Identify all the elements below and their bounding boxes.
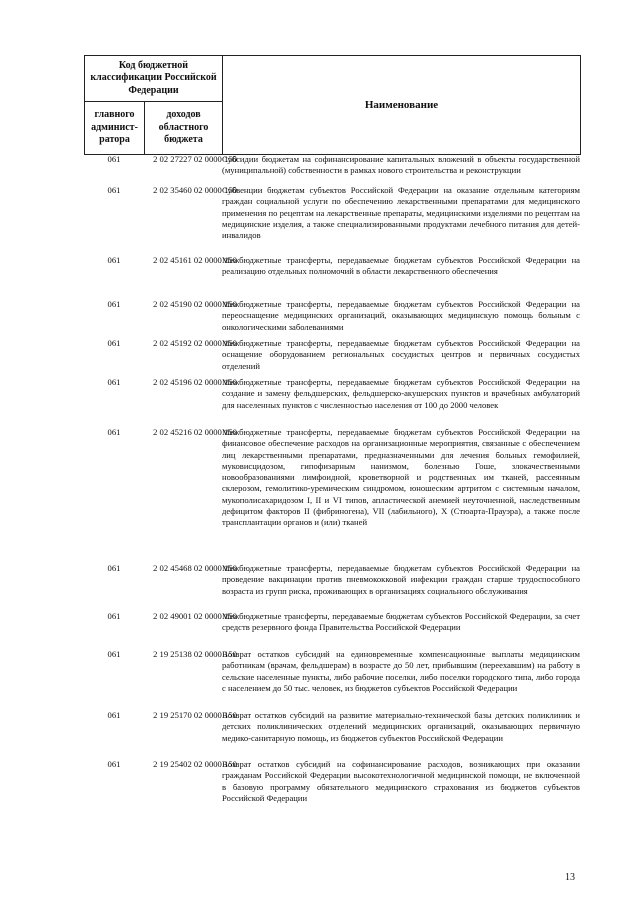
- admin-code-cell: 061: [107, 759, 121, 769]
- table-row: [84, 649, 580, 710]
- table-row: [84, 299, 580, 338]
- admin-code-cell: 061: [107, 649, 121, 659]
- name-cell: Субсидии бюджетам на софинансирование капитальных вложений в объекты государственной (муниципальной) собственности в рамках нового строительства и реконструкции: [222, 154, 580, 176]
- income-column-header: доходов областного бюджета: [145, 102, 223, 155]
- admin-code-cell: 061: [107, 185, 121, 195]
- admin-code-cell: 061: [107, 377, 121, 387]
- income-code-cell: 2 19 25402 02 0000 150: [153, 759, 237, 769]
- income-code-cell: 2 02 35460 02 0000 150: [153, 185, 237, 195]
- admin-code-cell: 061: [107, 154, 121, 164]
- income-code-cell: 2 02 45161 02 0000 150: [153, 255, 237, 265]
- name-cell: Межбюджетные трансферты, передаваемые бюджетам субъектов Российской Федерации на реализацию отдельных полномочий в области лекарственного обеспечения: [222, 255, 580, 277]
- name-cell: Субвенции бюджетам субъектов Российской Федерации на оказание отдельным категориям граждан социальной услуги по обеспечению лекарственными препаратами для медицинского применения по рецептам на лекарственные препараты, медицинскими изделиями по рецептам на медицинские изделия, а также специализированными продуктами лечебного питания для детей-инвалидов: [222, 185, 580, 241]
- income-code-cell: 2 02 45216 02 0000 150: [153, 427, 237, 437]
- income-code-cell: 2 19 25170 02 0000 150: [153, 710, 237, 720]
- admin-code-cell: 061: [107, 255, 121, 265]
- name-cell: Межбюджетные трансферты, передаваемые бюджетам субъектов Российской Федерации, за счет средств резервного фонда Правительства Российской Федерации: [222, 611, 580, 633]
- admin-code-cell: 061: [107, 427, 121, 437]
- admin-code-cell: 061: [107, 563, 121, 573]
- name-cell: Межбюджетные трансферты, передаваемые бюджетам субъектов Российской Федерации на создание и замену фельдшерских, фельдшерско-акушерских пунктов и врачебных амбулаторий для населенных пунктов с численностью населения от 100 до 2000 человек: [222, 377, 580, 410]
- name-column-header: Наименование: [223, 56, 581, 155]
- name-cell: Межбюджетные трансферты, передаваемые бюджетам субъектов Российской Федерации на оснащение оборудованием региональных сосудистых центров и первичных сосудистых отделений: [222, 338, 580, 371]
- income-code-cell: 2 02 45192 02 0000 150: [153, 338, 237, 348]
- name-cell: Межбюджетные трансферты, передаваемые бюджетам субъектов Российской Федерации на проведение вакцинации против пневмококковой инфекции граждан старше трудоспособного возраста из групп риска, проживающих в организациях социального обслуживания: [222, 563, 580, 596]
- table-row: [84, 377, 580, 427]
- page-number: 13: [565, 872, 575, 883]
- table-body: [84, 154, 580, 809]
- table-row: [84, 185, 580, 255]
- admin-column-header: главного админист-ратора: [85, 102, 145, 155]
- admin-code-cell: 061: [107, 299, 121, 309]
- table-row: [84, 427, 580, 563]
- name-cell: Возврат остатков субсидий на софинансирование расходов, возникающих при оказании гражданам Российской Федерации высокотехнологичной медицинской помощи, не включенной в базовую программу обязательного медицинского страхования из бюджетов субъектов Российской Федерации: [222, 759, 580, 803]
- table-row: [84, 255, 580, 299]
- income-code-cell: 2 02 49001 02 0000 150: [153, 611, 237, 621]
- admin-code-cell: 061: [107, 710, 121, 720]
- income-code-cell: 2 02 45190 02 0000 150: [153, 299, 237, 309]
- income-code-cell: 2 02 45468 02 0000 150: [153, 563, 237, 573]
- name-cell: Межбюджетные трансферты, передаваемые бюджетам субъектов Российской Федерации на финансовое обеспечение расходов на организационные мероприятия, связанные с обеспечением лиц лекарственными препаратами, предназначенными для лечения больных гемофилией, муковисцидозом, гипофизарным нанизмом, болезнью Гоше, злокачественными новообразованиями лимфоидной, кроветворной и родственных им тканей, рассеянным склерозом, гемолитико-уремическим синдромом, юношеским артритом с системным началом, мукополисахаридозом I, II и VI типов, апластической анемией неуточненной, наследственным дефицитом факторов II (фибриногена), VII (лабильного), X (Стюарта-Прауэра), а также после трансплантации органов и (или) тканей: [222, 427, 580, 528]
- name-cell: Возврат остатков субсидий на единовременные компенсационные выплаты медицинским работникам (врачам, фельдшерам) в возрасте до 50 лет, прибывшим (переехавшим) на работу в сельские населенные пункты, либо рабочие поселки, либо поселки городского типа, либо города с населением до 50 тыс. человек, из бюджетов субъектов Российской Федерации: [222, 649, 580, 693]
- income-code-cell: 2 19 25138 02 0000 150: [153, 649, 237, 659]
- table-row: [84, 759, 580, 809]
- table-row: [84, 611, 580, 649]
- budget-classification-header: Код бюджетной классификации Российской Федерации: [85, 56, 223, 102]
- table-row: [84, 710, 580, 759]
- income-code-cell: 2 02 45196 02 0000 150: [153, 377, 237, 387]
- table-row: [84, 563, 580, 611]
- table-row: [84, 154, 580, 185]
- income-code-cell: 2 02 27227 02 0000 150: [153, 154, 237, 164]
- table-row: [84, 338, 580, 377]
- name-cell: Возврат остатков субсидий на развитие материально-технической базы детских поликлиник и детских поликлинических отделений медицинских организаций, оказывающих первичную медико-санитарную помощь, из бюджетов субъектов Российской Федерации: [222, 710, 580, 743]
- table-header: [84, 55, 581, 155]
- admin-code-cell: 061: [107, 338, 121, 348]
- admin-code-cell: 061: [107, 611, 121, 621]
- name-cell: Межбюджетные трансферты, передаваемые бюджетам субъектов Российской Федерации на переоснащение медицинских организаций, оказывающих медицинскую помощь больным с онкологическими заболеваниями: [222, 299, 580, 332]
